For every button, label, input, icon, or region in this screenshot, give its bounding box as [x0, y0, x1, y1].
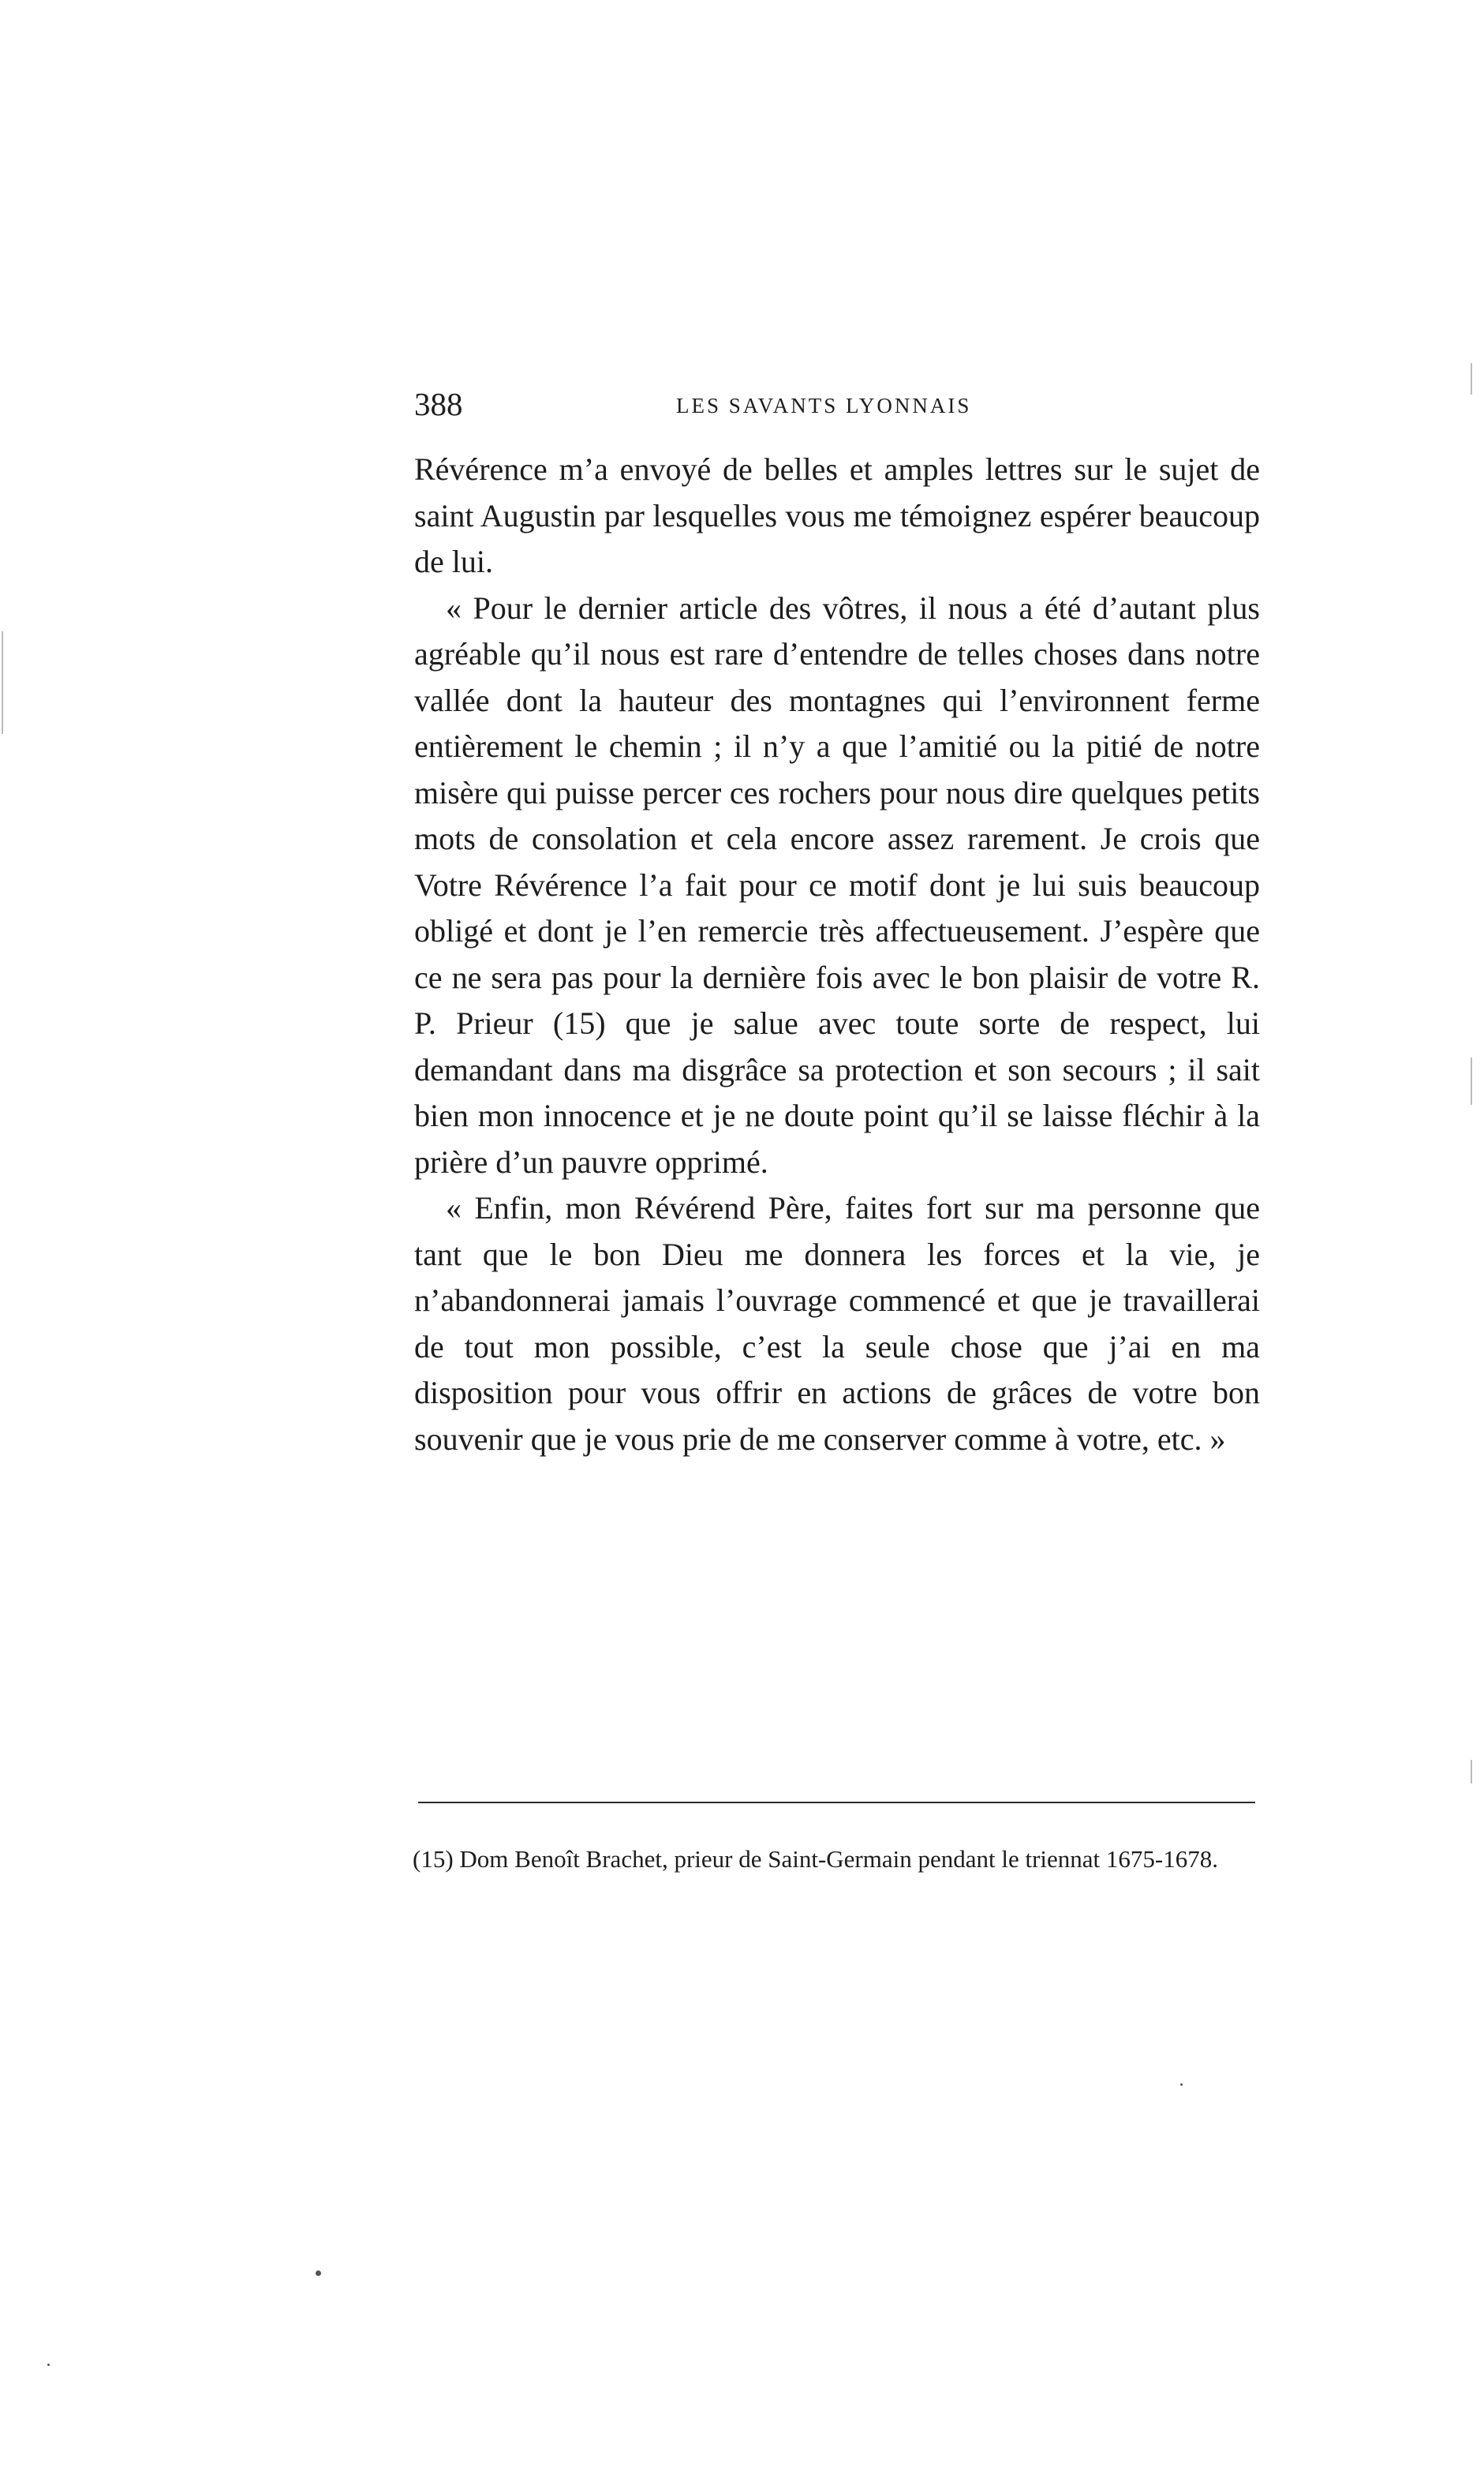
- page-edge-mark: [2, 631, 3, 734]
- footnote-separator: [418, 1802, 1255, 1803]
- scan-speck: [316, 2270, 321, 2276]
- page-number: 388: [414, 386, 463, 422]
- scan-speck: [1180, 2083, 1183, 2086]
- paragraph-quote-2: « Enfin, mon Révérend Père, faites fort sur ma personne que tant que le bon Dieu me donnera les forces et la vie, je n’abandonnerai jamais l’ouvrage commencé et que je travaillerai de tout mon possible, c’est la seule chose que j’ai en ma disposition pour vous offrir en actions de grâces de votre bon souvenir que je vous prie de me conserver comme à votre, etc. »: [414, 1190, 1260, 1457]
- page-edge-mark: [1471, 1760, 1472, 1784]
- page-header: [414, 380, 1252, 428]
- page-edge-mark: [1471, 363, 1472, 395]
- paragraph-quote-1: « Pour le dernier article des vôtres, il nous a été d’autant plus agréable qu’il nous est rare d’entendre de telles choses dans notre vallée dont la hauteur des montagnes qui l’environnent ferme entièrement le chemin ; il n’y a que l’amitié ou la pitié de notre misère qui puisse percer ces rochers pour nous dire quelques petits mots de consolation et cela encore assez rarement. Je crois que Votre Révérence l’a fait pour ce motif dont je lui suis beaucoup obligé et dont je l’en remercie très affectueusement. J’espère que ce ne sera pas pour la dernière fois avec le bon plaisir de votre R. P. Prieur (15) que je salue avec toute sorte de respect, lui demandant dans ma disgrâce sa protection et son secours ; il sait bien mon innocence et je ne doute point qu’il se laisse fléchir à la prière d’un pauvre opprimé.: [414, 590, 1260, 1180]
- running-title: LES SAVANTS LYONNAIS: [676, 394, 972, 417]
- scan-speck: [47, 2364, 50, 2366]
- footnote: (15) Dom Benoît Brachet, prieur de Saint-Germain pendant le triennat 1675-1678.: [413, 1845, 1218, 1873]
- page-edge-mark: [1471, 1057, 1472, 1105]
- body-text: [414, 447, 1260, 1462]
- paragraph-continuation: Révérence m’a envoyé de belles et amples lettres sur le sujet de saint Augustin par lesquelles vous me témoignez espérer beaucoup de lui.: [414, 451, 1260, 579]
